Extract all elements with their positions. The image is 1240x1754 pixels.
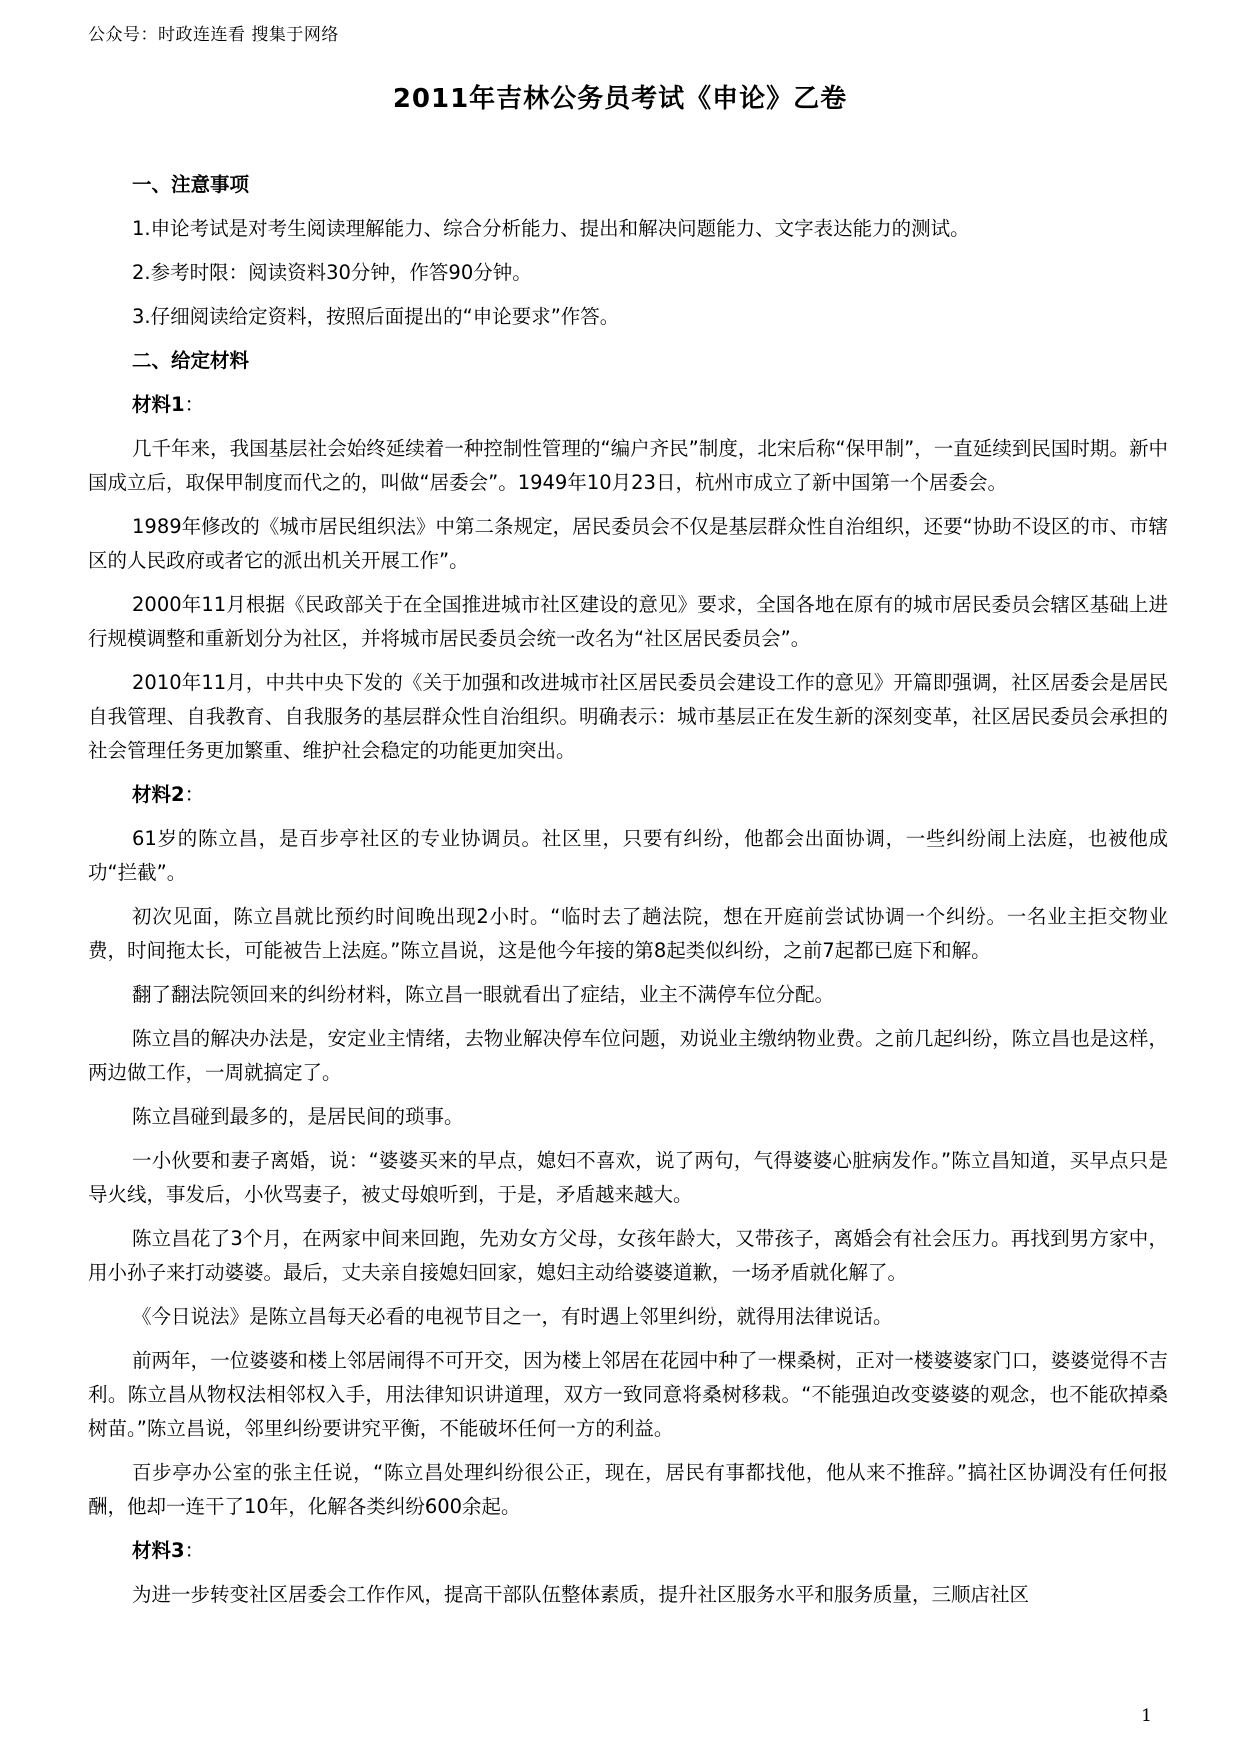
material-2-paragraph: 陈立昌的解决办法是，安定业主情绪，去物业解决停车位问题，劝说业主缴纳物业费。之前几起纠纷，陈立昌也是这样，两边做工作，一周就搞定了。 xyxy=(88,1027,1168,1084)
material-2-colon: ： xyxy=(184,783,205,806)
note-item: 1.申论考试是对考生阅读理解能力、综合分析能力、提出和解决问题能力、文字表达能力的测试。 xyxy=(132,217,970,240)
material-2-paragraph: 陈立昌花了3个月，在两家中间来回跑，先劝女方父母，女孩年龄大，又带孩子，离婚会有社会压力。再找到男方家中，用小孙子来打动婆婆。最后，丈夫亲自接媳妇回家，媳妇主动给婆婆道歉，一场矛盾就化解了。 xyxy=(88,1227,1168,1284)
note-item: 3.仔细阅读给定资料，按照后面提出的“申论要求”作答。 xyxy=(132,305,620,328)
section-heading-materials: 二、给定材料 xyxy=(132,349,250,372)
document-title: 2011年吉林公务员考试《申论》乙卷 xyxy=(392,84,848,114)
material-2-label xyxy=(88,778,1168,812)
material-2-paragraph: 一小伙要和妻子离婚，说：“婆婆买来的早点，媳妇不喜欢，说了两句，气得婆婆心脏病发作。”陈立昌知道，买早点只是导火线，事发后，小伙骂妻子，被丈母娘听到，于是，矛盾越来越大。 xyxy=(88,1149,1168,1206)
material-1-paragraph: 几千年来，我国基层社会始终延续着一种控制性管理的“编户齐民”制度，北宋后称“保甲制”，一直延续到民国时期。新中国成立后，取保甲制度而代之的，叫做“居委会”。1949年10月23日，杭州市成立了新中国第一个居委会。 xyxy=(88,437,1168,494)
material-3-paragraph: 为进一步转变社区居委会工作作风，提高干部队伍整体素质，提升社区服务水平和服务质量，三顺店社区 xyxy=(132,1583,1030,1606)
material-1-colon: ： xyxy=(184,393,205,416)
material-1-paragraph: 2000年11月根据《民政部关于在全国推进城市社区建设的意见》要求，全国各地在原有的城市居民委员会辖区基础上进行规模调整和重新划分为社区，并将城市居民委员会统一改名为“社区居民委员会”。 xyxy=(88,593,1168,650)
header-note: 公众号：时政连连看 搜集于网络 xyxy=(88,25,339,45)
material-1-paragraph: 1989年修改的《城市居民组织法》中第二条规定，居民委员会不仅是基层群众性自治组织，还要“协助不设区的市、市辖区的人民政府或者它的派出机关开展工作”。 xyxy=(88,515,1168,572)
page-number: 1 xyxy=(1141,1706,1152,1726)
material-2-paragraph: 前两年，一位婆婆和楼上邻居闹得不可开交，因为楼上邻居在花园中种了一棵桑树，正对一楼婆婆家门口，婆婆觉得不吉利。陈立昌从物权法相邻权入手，用法律知识讲道理，双方一致同意将桑树移栽。“不能强迫改变婆婆的观念，也不能砍掉桑树苗。”陈立昌说，邻里纠纷要讲究平衡，不能破坏任何一方的利益。 xyxy=(88,1349,1168,1440)
material-1-paragraph: 2010年11月，中共中央下发的《关于加强和改进城市社区居民委员会建设工作的意见》开篇即强调，社区居委会是居民自我管理、自我教育、自我服务的基层群众性自治组织。明确表示：城市基层正在发生新的深刻变革，社区居民委员会承担的社会管理任务更加繁重、维护社会稳定的功能更加突出。 xyxy=(88,671,1168,762)
material-3-label xyxy=(88,1534,1168,1568)
section-heading-notes: 一、注意事项 xyxy=(132,173,250,196)
material-2-paragraph: 61岁的陈立昌，是百步亭社区的专业协调员。社区里，只要有纠纷，他都会出面协调，一些纠纷闹上法庭，也被他成功“拦截”。 xyxy=(88,827,1168,884)
material-3-colon: ： xyxy=(184,1539,205,1562)
material-1-title: 材料1 xyxy=(132,393,185,416)
material-2-paragraph: 陈立昌碰到最多的，是居民间的琐事。 xyxy=(132,1105,464,1128)
material-2-paragraph: 百步亭办公室的张主任说，“陈立昌处理纠纷很公正，现在，居民有事都找他，他从来不推辞。”搞社区协调没有任何报酬，他却一连干了10年，化解各类纠纷600余起。 xyxy=(88,1461,1168,1518)
material-2-paragraph: 翻了翻法院领回来的纠纷材料，陈立昌一眼就看出了症结，业主不满停车位分配。 xyxy=(132,983,835,1006)
material-2-title: 材料2 xyxy=(132,783,185,806)
material-3-title: 材料3 xyxy=(132,1539,185,1562)
material-2-paragraph: 《今日说法》是陈立昌每天必看的电视节目之一，有时遇上邻里纠纷，就得用法律说话。 xyxy=(132,1305,893,1328)
material-2-paragraph: 初次见面，陈立昌就比预约时间晚出现2小时。“临时去了趟法院，想在开庭前尝试协调一个纠纷。一名业主拒交物业费，时间拖太长，可能被告上法庭。”陈立昌说，这是他今年接的第8起类似纠纷，之前7起都已庭下和解。 xyxy=(88,905,1168,962)
document-body xyxy=(88,168,1168,1622)
material-1-label xyxy=(88,388,1168,422)
note-item: 2.参考时限：阅读资料30分钟，作答90分钟。 xyxy=(132,261,532,284)
